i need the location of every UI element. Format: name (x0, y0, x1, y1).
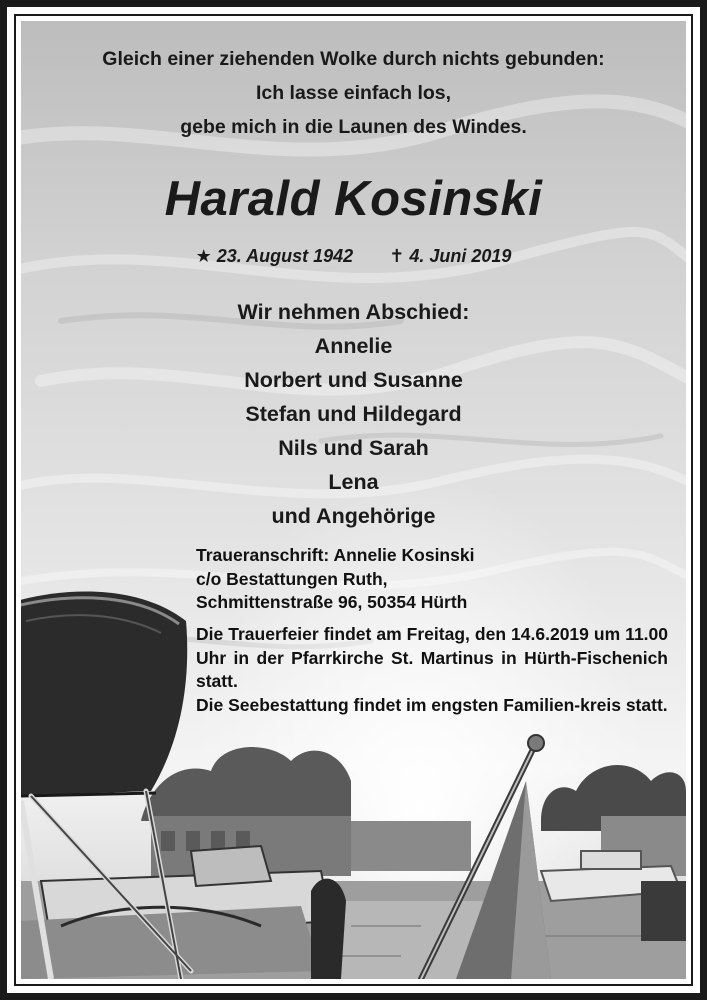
mourner-name: Lena (328, 470, 379, 494)
mourner-name: Norbert und Susanne (244, 368, 463, 392)
mourners-list (21, 295, 686, 533)
poem (21, 42, 686, 144)
birth-date: 23. August 1942 (216, 246, 354, 266)
poem-line: gebe mich in die Launen des Windes. (180, 116, 527, 138)
funeral-info: Die Trauerfeier findet am Freitag, den 14.6.2019 um 11.00 Uhr in der Pfarrkirche St. Martinus in Hürth-Fischenich statt. (196, 624, 668, 691)
mourners-heading: Wir nehmen Abschied: (237, 300, 470, 324)
mourner-name: Stefan und Hildegard (245, 402, 462, 426)
sea-burial-info: Die Seebestattung findet im engsten Familien-kreis statt. (196, 694, 668, 715)
mourner-name: Nils und Sarah (278, 436, 429, 460)
mourning-address (196, 544, 666, 615)
address-line: c/o Bestattungen Ruth, (196, 568, 388, 589)
poem-line: Gleich einer ziehenden Wolke durch nichts gebunden: (102, 48, 605, 70)
birth-star-icon: ★ (195, 246, 212, 266)
death-cross-icon: ✝ (389, 246, 405, 266)
address-line: Traueranschrift: Annelie Kosinski (196, 545, 475, 565)
deceased-name: Harald Kosinski (164, 172, 543, 226)
address-line: Schmittenstraße 96, 50354 Hürth (196, 592, 468, 612)
life-dates (21, 244, 686, 268)
death-date: 4. Juni 2019 (409, 246, 512, 266)
mourner-name: und Angehörige (271, 504, 436, 528)
ceremony-info (196, 623, 668, 717)
poem-line: Ich lasse einfach los, (255, 82, 452, 104)
mourner-name: Annelie (314, 334, 393, 358)
